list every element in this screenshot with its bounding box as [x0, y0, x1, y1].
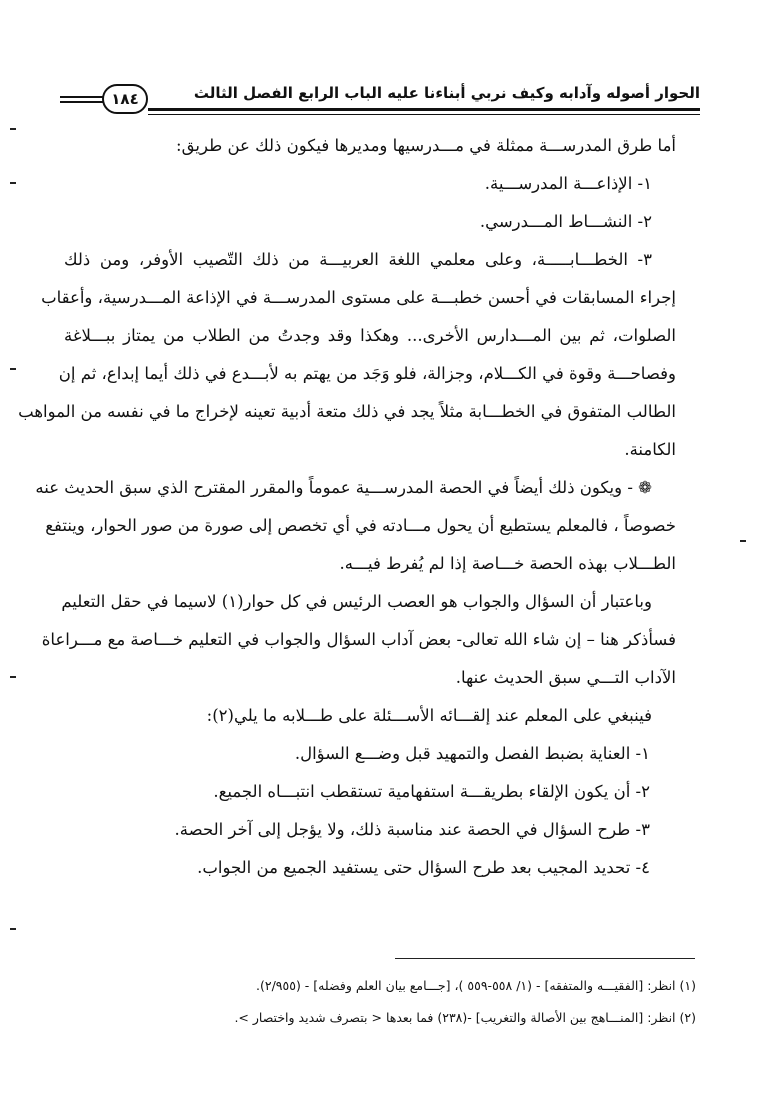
list-item: ١- العناية بضبط الفصل والتمهيد قبل وضـــع السؤال. [294, 744, 650, 763]
running-header-title: الحوار أصوله وآدابه وكيف نربي أبناءنا عليه الباب الرابع الفصل الثالث [193, 84, 700, 102]
footnote-1: (١) انظر: [الفقيـــه والمتفقه] - (١/ ٥٥٨-٥٥٩ )، [جـــامع بيان العلم وفضله] - (٢/٩٥٥). [256, 978, 696, 993]
paragraph-line: إجراء المسابقات في أحسن خطبـــة على مستوى المدرســـة في الإذاعة المـــدرسية، وأعقاب [41, 288, 676, 307]
footnote-2: (٢) انظر: [المنـــاهج بين الأصالة والتغريب] -(٢٣٨) فما بعدها < بتصرف شديد واختصار >. [234, 1010, 696, 1025]
paragraph-line: الآداب التـــي سبق الحديث عنها. [455, 668, 676, 687]
header-rule-left-top [60, 96, 104, 98]
header-rule-left-bottom [60, 101, 104, 103]
list-item: ٣- طرح السؤال في الحصة عند مناسبة ذلك، ولا يؤجل إلى آخر الحصة. [174, 820, 650, 839]
paragraph-line: ٣- الخطـــابـــــة، وعلى معلمي اللغة العربيـــة من ذلك التّصيب الأوفر، ومن ذلك [64, 250, 652, 269]
paragraph-line: الطـــلاب بهذه الحصة خـــاصة إذا لم يُفرط فيـــه. [339, 554, 676, 573]
page-header [60, 82, 700, 120]
margin-mark [740, 540, 746, 542]
header-rule-thin [148, 114, 700, 115]
list-item: ٢- النشـــاط المـــدرسي. [479, 212, 652, 231]
paragraph-line: أما طرق المدرســـة ممثلة في مـــدرسيها ومديرها فيكون ذلك عن طريق: [176, 136, 676, 155]
paragraph-line: فسأذكر هنا – إن شاء الله تعالى- بعض آداب السؤال والجواب في التعليم خـــاصة مع مـــراعاة [41, 630, 676, 649]
margin-mark [10, 928, 16, 930]
margin-mark [10, 676, 16, 678]
paragraph-line: ❁ - ويكون ذلك أيضاً في الحصة المدرســـية عموماً والمقرر المقترح الذي سبق الحديث عنه [35, 478, 652, 497]
paragraph-line: الكامنة. [624, 440, 676, 459]
paragraph-line: الطالب المتفوق في الخطـــابة مثلاً يجد في ذلك متعة أدبية تعينه لإخراج ما في نفسه من المواهب [18, 402, 676, 421]
page-number: ١٨٤ [102, 84, 148, 114]
paragraph-line: وباعتبار أن السؤال والجواب هو العصب الرئيس في كل حوار(١) لاسيما في حقل التعليم [61, 592, 652, 611]
paragraph-line: الصلوات، ثم بين المـــدارس الأخرى... وهكذا وقد وجدتُ من الطلاب من يمتاز ببـــلاغة [64, 326, 676, 345]
list-item: ٢- أن يكون الإلقاء بطريقـــة استفهامية تستقطب انتبـــاه الجميع. [213, 782, 650, 801]
header-rule-thick [148, 108, 700, 111]
margin-mark [10, 128, 16, 130]
margin-mark [10, 182, 16, 184]
footnote-separator [395, 958, 695, 959]
margin-mark [10, 368, 16, 370]
paragraph-line: خصوصاً ، فالمعلم يستطيع أن يحول مـــادته في أي تخصص إلى صورة من صور الحوار، وينتفع [45, 516, 676, 535]
paragraph-line: فينبغي على المعلم عند إلقـــائه الأســـئلة على طـــلابه ما يلي(٢): [206, 706, 652, 725]
list-item: ٤- تحديد المجيب بعد طرح السؤال حتى يستفيد الجميع من الجواب. [197, 858, 650, 877]
list-item: ١- الإذاعـــة المدرســـية. [484, 174, 652, 193]
paragraph-line: وفصاحـــة وقوة في الكـــلام، وجزالة، فلو وَجَد من يهتم به لأبـــدع في ذلك أيما إبداع، ثم إن [58, 364, 676, 383]
